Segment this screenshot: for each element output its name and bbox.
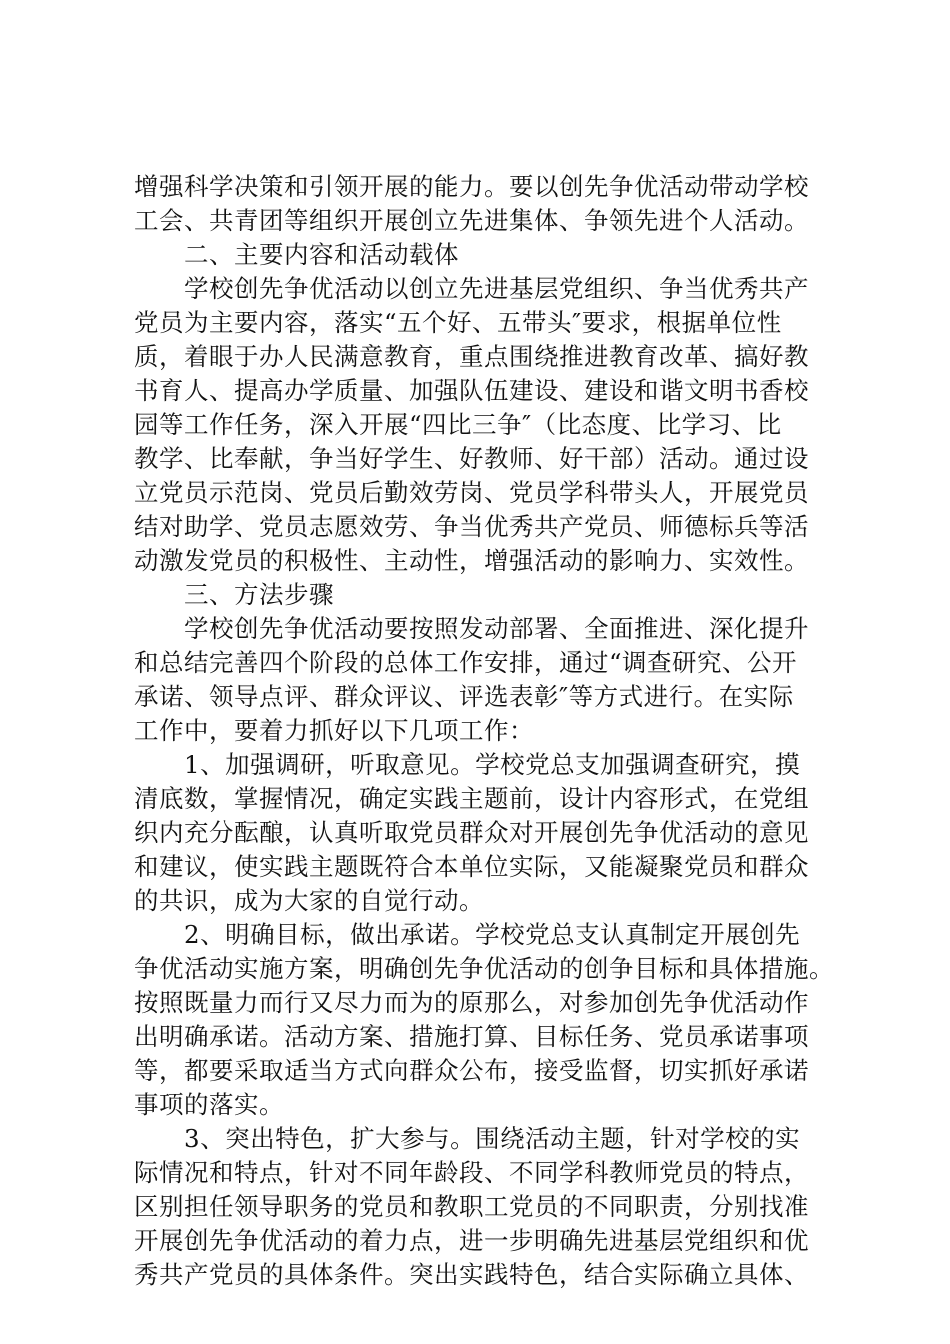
text-line-25: 按照既量力而行又尽力而为的原那么，对参加创先争优活动作 xyxy=(134,988,809,1017)
text-line-11: 结对助学、党员志愿效劳、争当优秀共产党员、师德标兵等活 xyxy=(134,512,809,541)
text-line-12: 动激发党员的积极性、主动性，增强活动的影响力、实效性。 xyxy=(134,546,809,575)
text-line-1: 增强科学决策和引领开展的能力。要以创先争优活动带动学校 xyxy=(134,172,809,201)
text-line-8: 园等工作任务，深入开展“四比三争″（比态度、比学习、比 xyxy=(134,410,782,439)
text-line-23: 2、明确目标，做出承诺。学校党总支认真制定开展创先 xyxy=(184,920,801,949)
section-heading-3: 三、方法步骤 xyxy=(184,580,334,609)
text-line-5: 党员为主要内容，落实“五个好、五带头″要求，根据单位性 xyxy=(134,308,782,337)
text-line-24: 争优活动实施方案，明确创先争优活动的创争目标和具体措施。 xyxy=(134,954,834,983)
section-heading-2: 二、主要内容和活动载体 xyxy=(184,240,459,269)
text-line-9: 教学、比奉献，争当好学生、好教师、好干部）活动。通过设 xyxy=(134,444,809,473)
text-line-31: 区别担任领导职务的党员和教职工党员的不同职责，分别找准 xyxy=(134,1192,809,1221)
text-line-21: 和建议，使实践主题既符合本单位实际，又能凝聚党员和群众 xyxy=(134,852,809,881)
text-line-7: 书育人、提高办学质量、加强队伍建设、建设和谐文明书香校 xyxy=(134,376,809,405)
document-body xyxy=(134,170,834,1292)
text-line-15: 和总结完善四个阶段的总体工作安排，通过“调查研究、公开 xyxy=(134,648,798,677)
text-line-19: 清底数，掌握情况，确定实践主题前，设计内容形式，在党组 xyxy=(134,784,809,813)
text-line-28: 事项的落实。 xyxy=(134,1090,284,1119)
text-line-20: 织内充分酝酿，认真听取党员群众对开展创先争优活动的意见 xyxy=(134,818,809,847)
text-line-30: 际情况和特点，针对不同年龄段、不同学科教师党员的特点， xyxy=(134,1158,809,1187)
text-line-26: 出明确承诺。活动方案、措施打算、目标任务、党员承诺事项 xyxy=(134,1022,809,1051)
text-line-32: 开展创先争优活动的着力点，进一步明确先进基层党组织和优 xyxy=(134,1226,809,1255)
text-line-14: 学校创先争优活动要按照发动部署、全面推进、深化提升 xyxy=(184,614,809,643)
text-line-27: 等，都要采取适当方式向群众公布，接受监督，切实抓好承诺 xyxy=(134,1056,809,1085)
text-line-17: 工作中，要着力抓好以下几项工作： xyxy=(134,716,534,745)
text-line-2: 工会、共青团等组织开展创立先进集体、争领先进个人活动。 xyxy=(134,206,809,235)
text-line-4: 学校创先争优活动以创立先进基层党组织、争当优秀共产 xyxy=(184,274,809,303)
text-line-29: 3、突出特色，扩大参与。围绕活动主题，针对学校的实 xyxy=(184,1124,801,1153)
text-line-6: 质，着眼于办人民满意教育，重点围绕推进教育改革、搞好教 xyxy=(134,342,809,371)
text-line-10: 立党员示范岗、党员后勤效劳岗、党员学科带头人，开展党员 xyxy=(134,478,809,507)
text-line-16: 承诺、领导点评、群众评议、评选表彰″等方式进行。在实际 xyxy=(134,682,794,711)
text-line-22: 的共识，成为大家的自觉行动。 xyxy=(134,886,484,915)
text-line-33: 秀共产党员的具体条件。突出实践特色，结合实际确立具体、 xyxy=(134,1260,809,1289)
text-line-18: 1、加强调研，听取意见。学校党总支加强调查研究，摸 xyxy=(184,750,801,779)
